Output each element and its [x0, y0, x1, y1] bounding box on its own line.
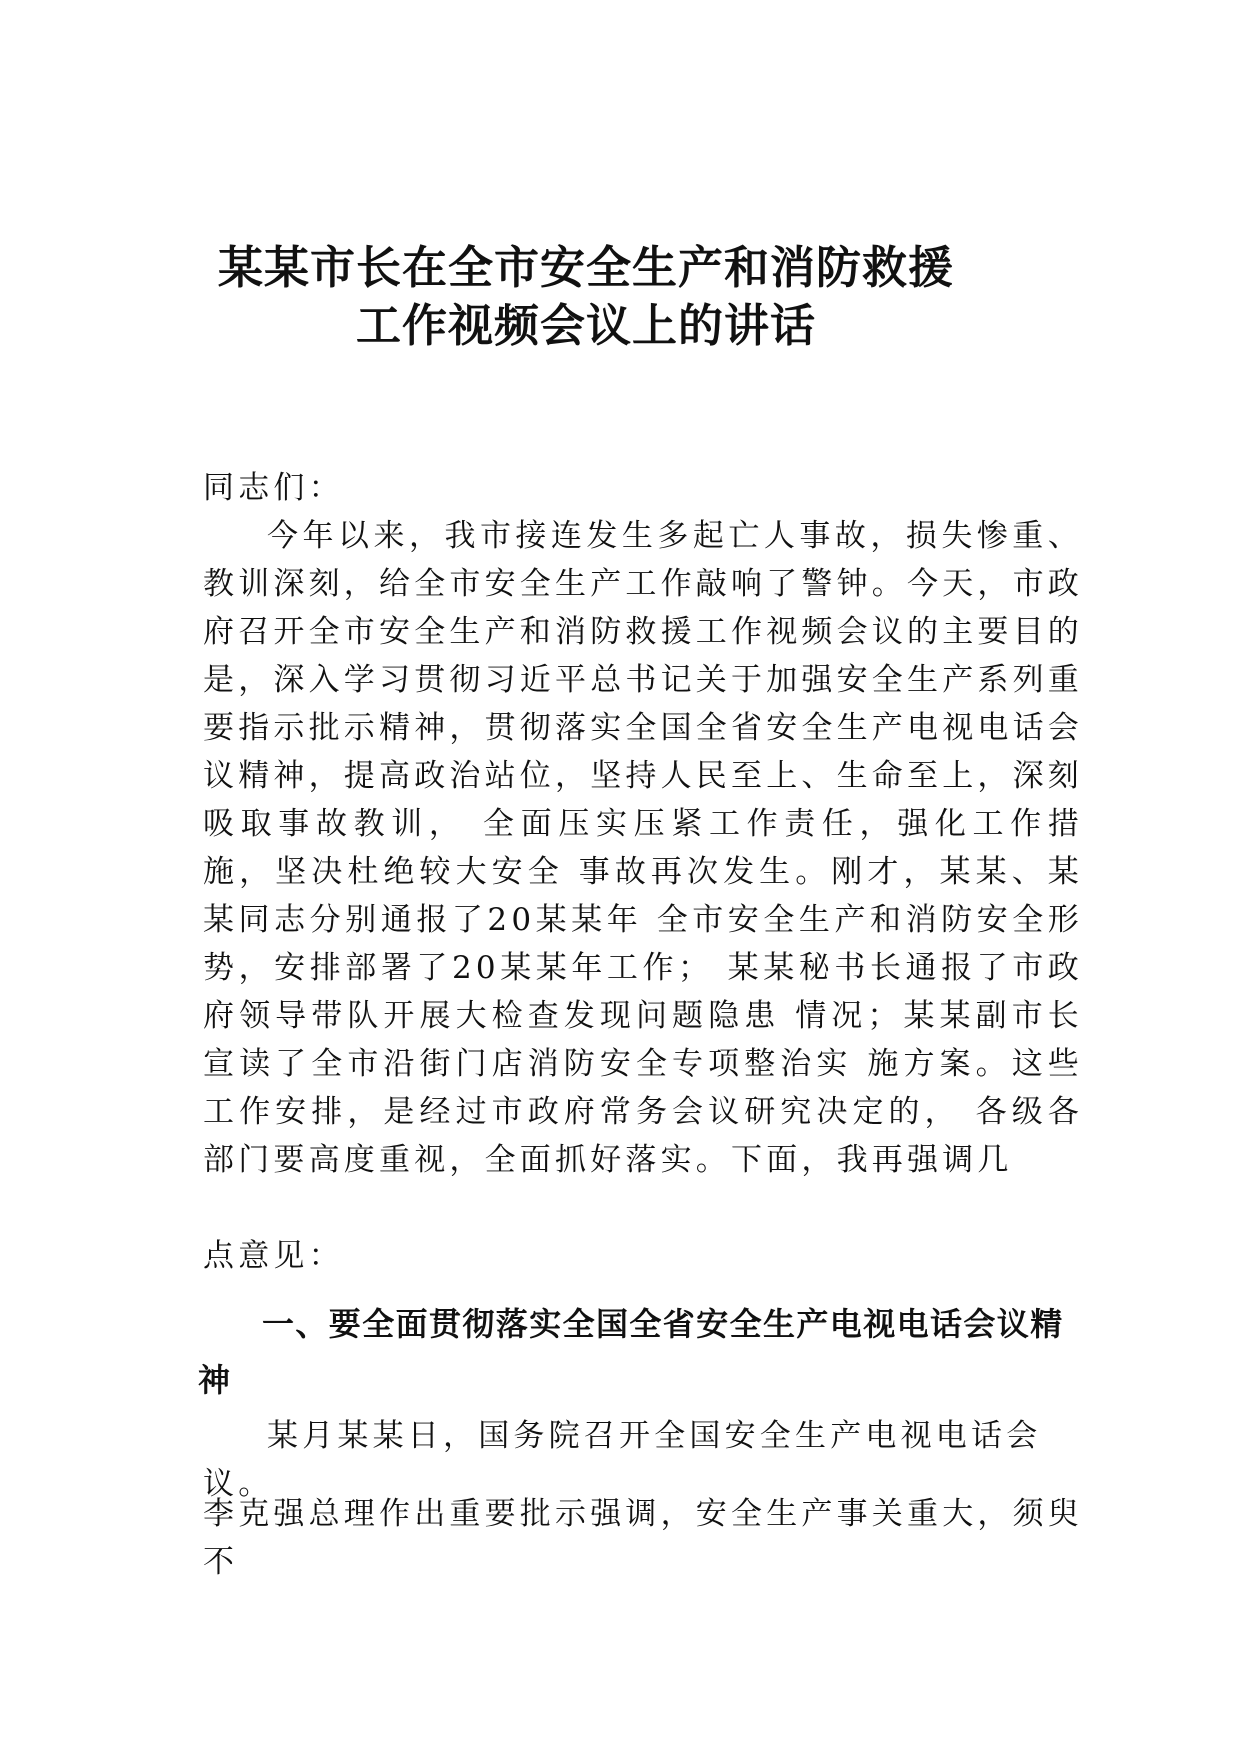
body-paragraph-1: 今年以来，我市接连发生多起亡人事故，损失惨重、教训深刻，给全市安全生产工作敲响了警钟。今天，市政府召开全市安全生产和消防救援工作视频会议的主要目的是，深入学习贯彻习近平总书记关于加强安全生产系列重要指示批示精神，贯彻落实全国全省安全生产电视电话会议精神，提高政治站位，坚持人民至上、生命至上，深刻吸取事故教训， 全面压实压紧工作责任，强化工作措施，坚决杜绝较大安全 事故再次发生。刚才，某某、某某同志分别通报了20某某年 全市安全生产和消防安全形势，安排部署了20某某年工作； 某某秘书长通报了市政府领导带队开展大检查发现问题隐患 情况；某某副市长宣读了全市沿街门店消防安全专项整治实 施方案。这些工作安排，是经过市政府常务会议研究决定的， 各级各部门要高度重视，全面抓好落实。下面，我再强调几 — [203, 518, 1083, 1178]
section-heading-1: 一、要全面贯彻落实全国全省安全生产电视电话会议精神 — [198, 1305, 1064, 1399]
document-title-line-1: 某某市长在全市安全生产和消防救援 — [217, 241, 954, 294]
body-paragraph-2: 某月某某日，国务院召开全国安全生产电视电话会议。 — [203, 1418, 1042, 1502]
body-paragraph-1-continued: 点意见： — [203, 1238, 344, 1274]
document-title-line-2: 工作视频会议上的讲话 — [355, 299, 816, 352]
body-paragraph-3: 李克强总理作出重要批示强调，安全生产事关重大，须臾不 — [203, 1496, 1083, 1580]
salutation: 同志们： — [203, 470, 344, 506]
